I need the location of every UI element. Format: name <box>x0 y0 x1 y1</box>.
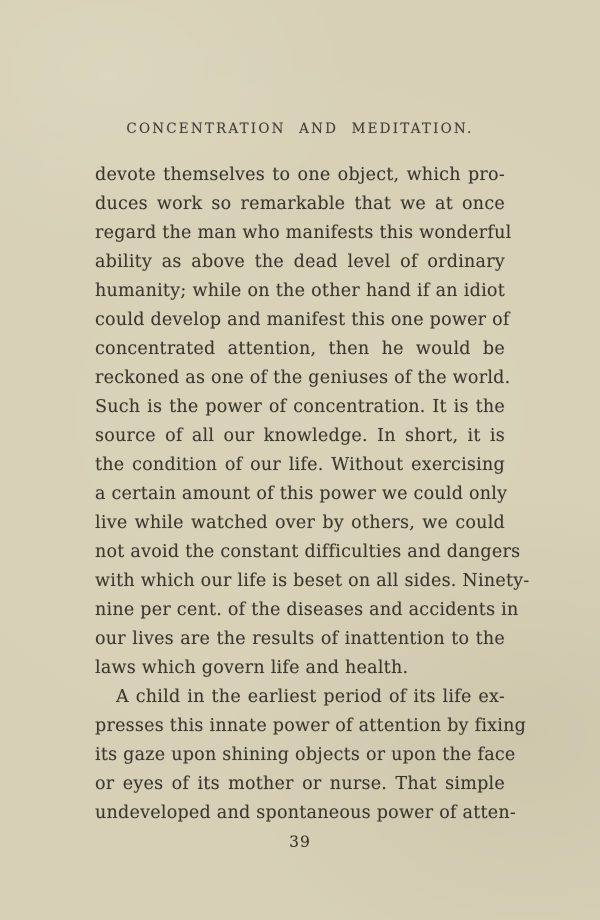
body-text <box>95 161 530 828</box>
text-line: live while watched over by others, we could <box>95 513 505 533</box>
text-line: our lives are the results of inattention to the <box>95 629 505 649</box>
text-line: humanity; while on the other hand if an idiot <box>95 281 505 301</box>
text-line: concentrated attention, then he would be <box>95 339 505 359</box>
text-line: devote themselves to one object, which pro- <box>95 165 505 185</box>
text-line: source of all our knowledge. In short, it is <box>95 426 505 446</box>
text-line: laws which govern life and health. <box>95 658 409 678</box>
text-line: presses this innate power of attention by fixing <box>95 716 527 736</box>
text-line: or eyes of its mother or nurse. That simple <box>95 774 505 794</box>
text-line: Such is the power of concentration. It is the <box>95 397 505 417</box>
text-line: ability as above the dead level of ordinary <box>95 252 505 272</box>
text-line: A child in the earliest period of its life ex- <box>116 687 505 707</box>
text-line: undeveloped and spontaneous power of atten- <box>95 803 517 823</box>
page-number: 39 <box>289 833 311 851</box>
text-line: nine per cent. of the diseases and accidents in <box>95 600 519 620</box>
text-line: its gaze upon shining objects or upon the face <box>95 745 516 765</box>
text-line: with which our life is beset on all sides. Ninety- <box>95 571 530 591</box>
running-head-title: CONCENTRATION AND MEDITATION. <box>126 121 474 137</box>
text-line: a certain amount of this power we could only <box>95 484 508 504</box>
text-line: the condition of our life. Without exercising <box>95 455 505 475</box>
text-line: duces work so remarkable that we at once <box>95 194 505 214</box>
text-line: not avoid the constant difficulties and dangers <box>95 542 521 562</box>
text-line: reckoned as one of the geniuses of the world. <box>95 368 511 388</box>
text-line: could develop and manifest this one power of <box>95 310 510 330</box>
text-line: regard the man who manifests this wonderful <box>95 223 512 243</box>
